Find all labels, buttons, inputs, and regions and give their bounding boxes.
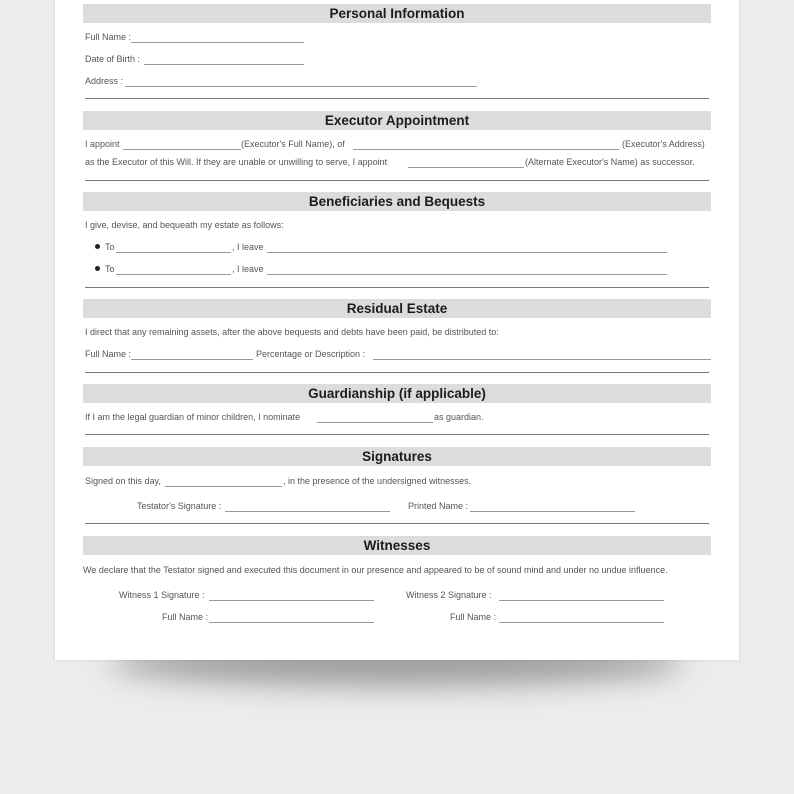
testator-signature-field[interactable] (225, 511, 390, 512)
executor-name-field[interactable] (123, 149, 241, 150)
address-field[interactable] (125, 86, 477, 87)
i-appoint-text: I appoint (85, 139, 120, 149)
witness1-full-name-label: Full Name : (162, 612, 209, 622)
bequest-to-label: To (105, 242, 115, 252)
section-divider (85, 434, 709, 435)
date-of-birth-field[interactable] (144, 64, 304, 65)
guardianship-text: If I am the legal guardian of minor children, I nominate (85, 412, 301, 422)
section-divider (85, 287, 709, 288)
witness1-signature-label: Witness 1 Signature : (119, 590, 205, 600)
full-name-field[interactable] (131, 42, 304, 43)
residual-estate-header: Residual Estate (83, 299, 711, 318)
residual-intro: I direct that any remaining assets, after the above bequests and debts have been paid, be distributed to: (85, 327, 499, 337)
executor-line-two-text: as the Executor of this Will. If they are unable or unwilling to serve, I appoint (85, 157, 388, 167)
witness1-full-name-field[interactable] (209, 622, 374, 623)
witnesses-header: Witnesses (83, 536, 711, 555)
executor-address-text: (Executor's Address) (622, 139, 705, 149)
beneficiaries-intro: I give, devise, and bequeath my estate as follows: (85, 220, 284, 230)
residual-full-name-field[interactable] (131, 359, 253, 360)
signing-date-field[interactable] (165, 486, 282, 487)
section-divider (85, 98, 709, 99)
presence-text: , in the presence of the undersigned witnesses. (283, 476, 472, 486)
witness2-full-name-label: Full Name : (450, 612, 497, 622)
witness2-full-name-field[interactable] (499, 622, 664, 623)
guardianship-header: Guardianship (if applicable) (83, 384, 711, 403)
date-of-birth-label: Date of Birth : (85, 54, 141, 64)
guardianship-end-text: as guardian. (434, 412, 484, 422)
will-document-page (55, 0, 739, 660)
bequest-to-label: To (105, 264, 115, 274)
witness2-signature-label: Witness 2 Signature : (406, 590, 492, 600)
bequest-recipient-field[interactable] (116, 252, 231, 253)
testator-signature-label: Testator's Signature : (137, 501, 222, 511)
bequest-recipient-field[interactable] (116, 274, 231, 275)
signed-on-text: Signed on this day, (85, 476, 161, 486)
percentage-field[interactable] (373, 359, 711, 360)
witness2-signature-field[interactable] (499, 600, 664, 601)
personal-information-header: Personal Information (83, 4, 711, 23)
section-divider (85, 180, 709, 181)
bequest-leave-label: , I leave (232, 264, 264, 274)
section-divider (85, 523, 709, 524)
beneficiaries-header: Beneficiaries and Bequests (83, 192, 711, 211)
alternate-executor-text: (Alternate Executor's Name) as successor. (525, 157, 695, 167)
address-label: Address : (85, 76, 124, 86)
executor-address-field[interactable] (353, 149, 619, 150)
printed-name-field[interactable] (470, 511, 635, 512)
guardian-name-field[interactable] (317, 422, 433, 423)
bequest-item-field[interactable] (267, 274, 667, 275)
executor-full-name-text: (Executor's Full Name), of (241, 139, 345, 149)
signatures-header: Signatures (83, 447, 711, 466)
section-divider (85, 372, 709, 373)
residual-full-name-label: Full Name : (85, 349, 132, 359)
bequest-leave-label: , I leave (232, 242, 264, 252)
bequest-item-field[interactable] (267, 252, 667, 253)
percentage-label: Percentage or Description : (256, 349, 366, 359)
witness-declaration: We declare that the Testator signed and executed this document in our presence and appeared to be of sound mind and under no undue influence. (83, 565, 668, 575)
bullet-icon (95, 266, 100, 271)
witness1-signature-field[interactable] (209, 600, 374, 601)
full-name-label: Full Name : (85, 32, 132, 42)
alternate-executor-field[interactable] (408, 167, 524, 168)
printed-name-label: Printed Name : (408, 501, 469, 511)
bullet-icon (95, 244, 100, 249)
executor-appointment-header: Executor Appointment (83, 111, 711, 130)
